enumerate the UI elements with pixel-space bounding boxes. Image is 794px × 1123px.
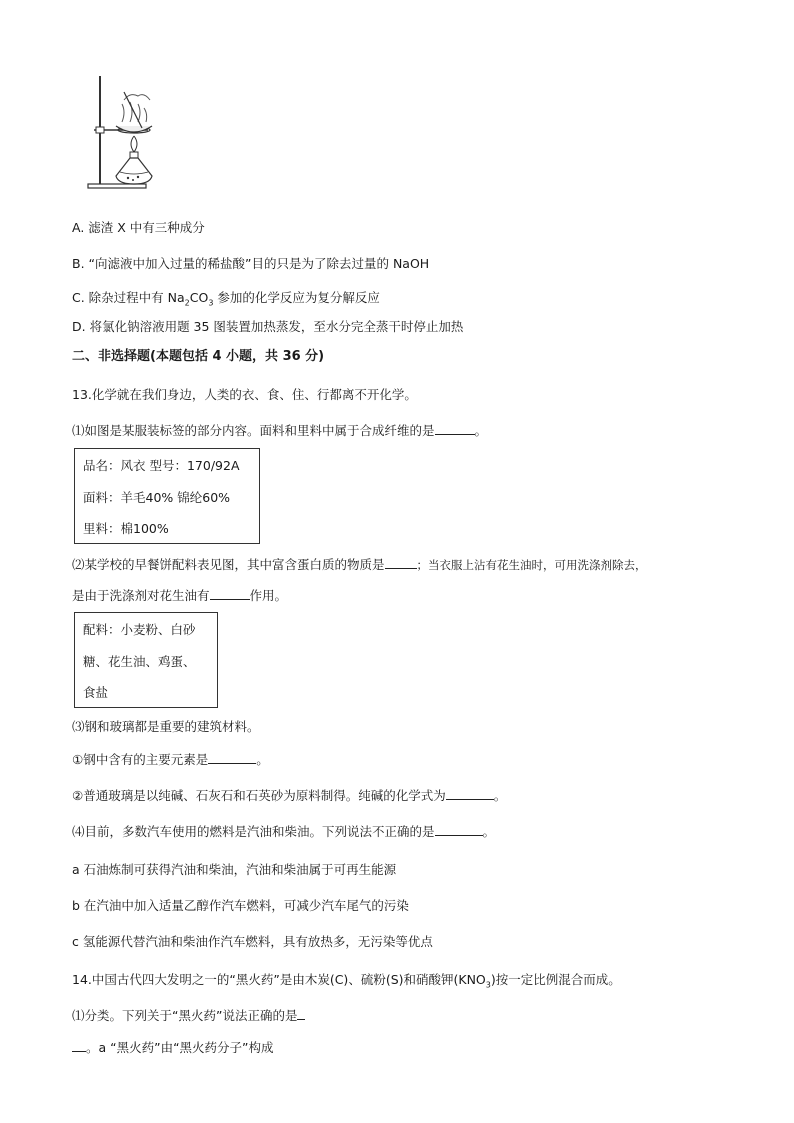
q13-part4-choice-a: a 石油炼制可获得汽油和柴油，汽油和柴油属于可再生能源 bbox=[72, 862, 397, 877]
q13-part2-text: ⑵某学校的早餐饼配料表见图，其中富含蛋白质的物质是 bbox=[72, 557, 385, 572]
q14-stem-a: 14.中国古代四大发明之一的“黑火药”是由木炭(C)、硫粉(S)和硝酸钾(KNO bbox=[72, 972, 486, 987]
option-c-mid: CO bbox=[189, 290, 209, 305]
q13-part1-end: 。 bbox=[474, 423, 488, 438]
q13-part3-2-text: ②普通玻璃是以纯碱、石灰石和石英砂为原料制得。纯碱的化学式为 bbox=[72, 788, 446, 803]
evaporation-apparatus-figure bbox=[86, 72, 166, 192]
answer-blank bbox=[385, 556, 417, 569]
answer-blank bbox=[210, 587, 250, 600]
option-a: A. 滤渣 X 中有三种成分 bbox=[72, 220, 205, 235]
q14-stem-b: )按一定比例混合而成。 bbox=[490, 972, 621, 987]
q13-part2-cont bbox=[72, 587, 287, 605]
q14-part1 bbox=[72, 1007, 305, 1025]
answer-blank bbox=[435, 823, 483, 836]
q13-part2-text-d: 作用。 bbox=[249, 588, 288, 603]
q14-part1-text: ⑴分类。下列关于“黑火药”说法正确的是 bbox=[72, 1008, 298, 1023]
option-b: B. “向滤液中加入过量的稀盐酸”目的只是为了除去过量的 NaOH bbox=[72, 256, 430, 271]
q13-part4-end: 。 bbox=[482, 824, 496, 839]
answer-blank bbox=[297, 1007, 305, 1020]
recipe-box bbox=[74, 612, 218, 708]
clothing-label-box bbox=[74, 448, 260, 544]
option-c-pre: C. 除杂过程中有 Na bbox=[72, 290, 185, 305]
q13-part2-text-b: ；当衣服上沾有花生油时，可用洗涤剂除去， bbox=[416, 558, 647, 572]
option-c-sub: 2 bbox=[184, 298, 190, 308]
answer-blank bbox=[72, 1039, 86, 1052]
q13-part1 bbox=[72, 422, 487, 440]
q13-part3-2 bbox=[72, 787, 506, 805]
recipe-row-3: 食盐 bbox=[83, 685, 109, 700]
q13-part3: ⑶钢和玻璃都是重要的建筑材料。 bbox=[72, 719, 260, 734]
q13-part3-1-end: 。 bbox=[256, 752, 269, 767]
q13-part4 bbox=[72, 823, 495, 841]
option-c-sub2: 3 bbox=[208, 298, 214, 308]
q13-part3-2-end: 。 bbox=[493, 788, 507, 803]
q13-part2-text-c: 是由于洗涤剂对花生油有 bbox=[72, 588, 210, 603]
recipe-row-1: 配料：小麦粉、白砂 bbox=[83, 622, 196, 637]
answer-blank bbox=[435, 422, 475, 435]
answer-blank bbox=[446, 787, 494, 800]
q13-part4-choice-c: c 氢能源代替汽油和柴油作汽车燃料，具有放热多，无污染等优点 bbox=[72, 934, 433, 949]
option-c-post: 参加的化学反应为复分解反应 bbox=[213, 290, 380, 305]
answer-blank bbox=[208, 751, 256, 764]
q13-part4-text: ⑷目前，多数汽车使用的燃料是汽油和柴油。下列说法不正确的是 bbox=[72, 824, 435, 839]
q13-part1-text: ⑴如图是某服装标签的部分内容。面料和里料中属于合成纤维的是 bbox=[72, 423, 435, 438]
label-row-name: 品名：风衣 型号：170/92A bbox=[83, 458, 240, 473]
q14-part1-cont bbox=[72, 1039, 274, 1057]
option-d: D. 将氯化钠溶液用题 35 图装置加热蒸发，至水分完全蒸干时停止加热 bbox=[72, 319, 464, 334]
q13-part2 bbox=[72, 556, 647, 574]
q14-stem bbox=[72, 971, 621, 995]
option-c bbox=[72, 289, 380, 313]
q14-stem-sub: 3 bbox=[485, 980, 491, 990]
q13-part4-choice-b: b 在汽油中加入适量乙醇作汽车燃料，可减少汽车尾气的污染 bbox=[72, 898, 409, 913]
label-row-fabric: 面料：羊毛40% 锦纶60% bbox=[83, 490, 231, 505]
q14-part1-cont-text: 。a “黑火药”由“黑火药分子”构成 bbox=[86, 1040, 274, 1055]
section-title: 二、非选择题(本题包括 4 小题，共 36 分) bbox=[72, 349, 325, 364]
q13-stem: 13.化学就在我们身边，人类的衣、食、住、行都离不开化学。 bbox=[72, 387, 417, 402]
q13-part3-1-text: ①钢中含有的主要元素是 bbox=[72, 752, 209, 767]
recipe-row-2: 糖、花生油、鸡蛋、 bbox=[83, 654, 196, 669]
label-row-lining: 里料：棉100% bbox=[83, 521, 169, 536]
q13-part3-1 bbox=[72, 751, 269, 769]
